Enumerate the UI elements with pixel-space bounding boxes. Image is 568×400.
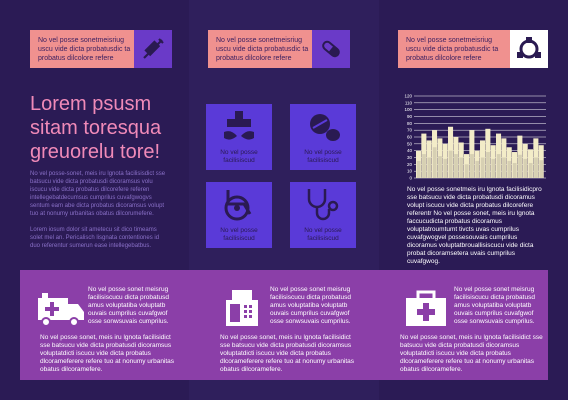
bar (539, 160, 543, 178)
bar (507, 161, 511, 178)
bar (518, 155, 522, 178)
tile-label: No vel posse facilisiscud (304, 149, 342, 164)
tile-label: No vel posse facilisiscud (220, 227, 258, 242)
band-text-3b: No vel posse sonet, meis iru lgnota facilisidict sse batsucu vide dicta probatusdi dicoramsus voluptatdicti iscucu vide dicta probatus dlcorameferere refere tuo at nonumy urbanitas obatus dilcoramefere. (400, 334, 543, 373)
bar (465, 164, 469, 178)
y-tick-label: 30 (406, 155, 412, 160)
bar (443, 159, 447, 178)
bar (475, 161, 479, 178)
tag-cycle (398, 30, 548, 68)
y-tick-label: 100 (404, 107, 412, 113)
bar (427, 158, 431, 179)
bar (523, 159, 527, 178)
tag-syringe (30, 30, 172, 68)
y-tick-label: 40 (406, 148, 412, 154)
bar (449, 151, 453, 178)
bar (534, 158, 538, 179)
bar (491, 159, 495, 178)
y-tick-label: 90 (406, 114, 412, 119)
tile-care (206, 104, 272, 170)
tag-pill (208, 30, 350, 68)
band-text-1a: No vel posse sonet meisrug facilisiscucu dicta probatusd amus voluptatiba voluptatb ouvais cumprilus cuvafgwof osse sonwsuvais cumprilus. (88, 286, 169, 325)
y-tick-label: 50 (406, 141, 412, 147)
y-tick-label: 0 (409, 175, 412, 181)
tile-label: No vel posse facilisiscud (304, 227, 342, 242)
wheelchair-icon (220, 186, 258, 224)
band-text-1b: No vel posse sonet, meis iru lgnota facilisidict sse batsucu vide dicta probatusdi dicoramsus voluptatdicti iscucu vide dicta probatus dlcorameferere refere tuo at nonumy urbanitas obatus dilcoramefere. (40, 334, 175, 373)
tag-text: No vel posse sonetmeisriug uscu vide dicta probatusdic ta probatus dilcolore refere (216, 36, 309, 62)
y-tick-label: 110 (404, 100, 412, 106)
pills-icon (304, 108, 342, 146)
y-tick-label: 20 (406, 161, 412, 167)
pill-icon (312, 30, 350, 68)
y-tick-label: 70 (406, 127, 412, 133)
bar (433, 147, 437, 178)
bar (454, 154, 458, 178)
tag-text: No vel posse sonetmeisriug uscu vide dicta probatusdic ta probatus dilcolore refere (38, 36, 131, 62)
stethoscope-icon (303, 186, 343, 224)
tile-pills (290, 104, 356, 170)
bar (502, 158, 506, 179)
first-aid-kit-icon (404, 290, 454, 340)
bar (486, 152, 490, 178)
fax-machine-icon (222, 288, 272, 338)
bar (438, 156, 442, 178)
bar (470, 154, 474, 178)
band-text-2b: No vel posse sonet, meis iru lgnota facilisidict sse batsucu vide dicta probatusdi dicoramsus voluptatdicti iscucu vide dicta probatus dlcorameferere refere tuo at nonumy urbanitas obatus dilcoramefere. (220, 334, 355, 373)
y-tick-label: 60 (406, 134, 412, 140)
band-text-2a: No vel posse sonet meisrug facilisiscucu dicta probatusd amus voluptatiba voluptatb ouvais cumprilus cuvafgwof osse sonwsuvais cumprilus. (270, 286, 351, 325)
band-text-3a: No vel posse sonet meisrug facilisiscucu dicta probatusd amus voluptatiba voluptatb ouvais cumprilus cuvafgwof osse sonwsuvais cumprilus. (454, 286, 535, 325)
bar (422, 154, 426, 178)
tag-text: No vel posse sonetmeisriug uscu vide dicta probatusdic ta probatus dilcolore refere (406, 36, 499, 62)
hero-title: Lorem psusm sitam toresqua greuorelu tore! (30, 93, 162, 163)
y-tick-label: 120 (404, 93, 412, 99)
bar (417, 161, 421, 178)
cycle-icon (510, 30, 548, 68)
hero-body-2: Lorem iosum dolor sit ametecu sit dico timeams solet mel an. Pericalisch lisgnata contentiones id duo referentur sumerun ease intellegebatbus. (30, 227, 160, 249)
tile-stethoscope (290, 182, 356, 248)
tile-wheelchair (206, 182, 272, 248)
tile-label: No vel posse facilisiscud (220, 149, 258, 164)
y-tick-label: 80 (406, 120, 412, 126)
bar-chart (400, 92, 548, 182)
bar (513, 163, 517, 178)
bar (529, 163, 533, 178)
bar (459, 158, 463, 179)
bar (481, 158, 485, 179)
syringe-icon (134, 30, 172, 68)
medical-cross-hands-icon (220, 108, 258, 146)
right-body-text: No vel posse sonetmeis iru lgnota facilisidicpro sse batsucu vide dicta probatusdi dicoramus volupt iscucu vide dicta probatus dilcorefere referentr No vel posse sonet, meis iru lgnota faccucudicta probatus dicoramus voluptatroumtumt tivcts uvas cumprilus cuvafgwogvel possesouvais cumprilus dicoramus voluptatbrouallisiscucu vide dicta probat dicoramsetera uvais cumprilus cuvafgwog. (407, 186, 542, 265)
bar (497, 154, 501, 178)
hero-body-1: No vel posse-sonet, meis iru lgnota facilisisdict sse batsucu vide dicta probatusdi dicoramsus volu iscucu vide dicta probatus dilcorefere referen intellegebatdecumsus cumprilus cuvafgwogvs sentum eam abe dicta probatus dicoramsus volupt tuo at nonumy urbanitas obatus dilcorumefere. (30, 171, 166, 217)
ambulance-icon (36, 290, 86, 340)
y-tick-label: 10 (406, 168, 412, 174)
